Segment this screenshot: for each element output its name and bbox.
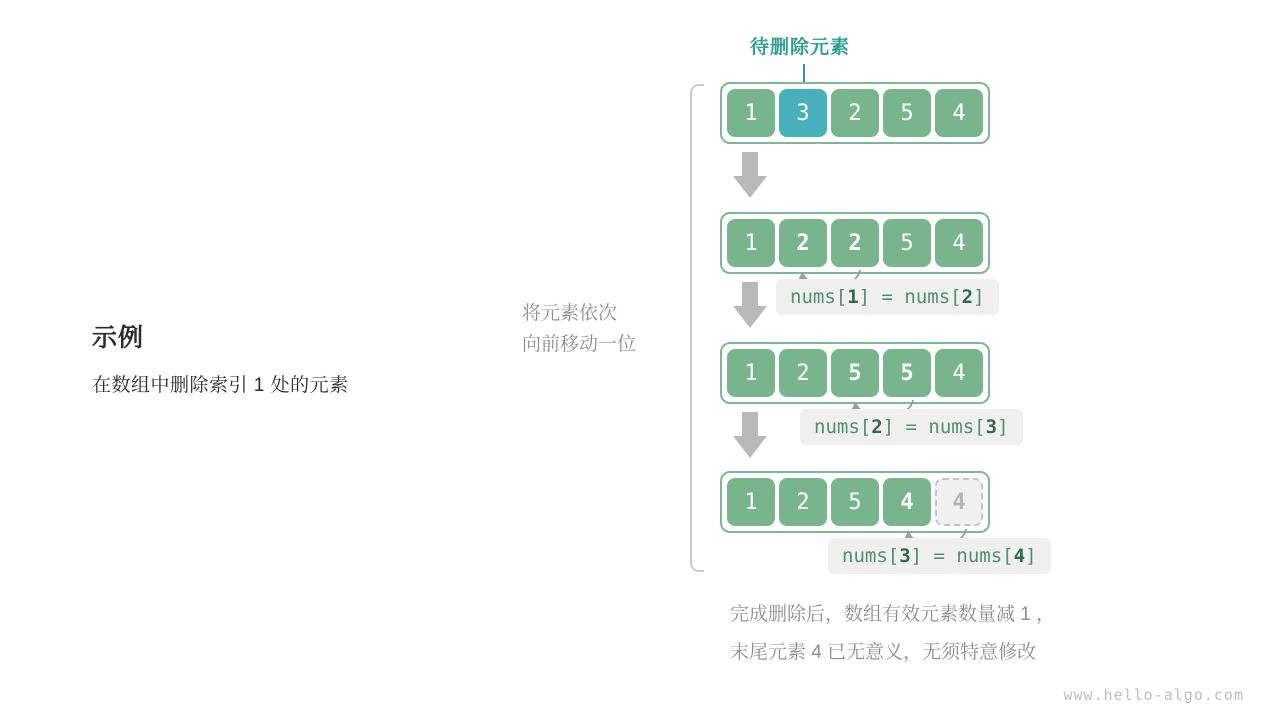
code-index-j: 2 [961, 286, 974, 308]
code-index-j: 4 [1013, 545, 1026, 567]
array-cell: 2 [779, 349, 827, 397]
result-note-line-1: 完成删除后，数组有效元素数量减 1 ， [730, 604, 1056, 625]
array-row-shift-2 [720, 342, 990, 404]
array-cell: 1 [727, 219, 775, 267]
group-bracket [690, 84, 704, 572]
watermark: www.hello-algo.com [1063, 686, 1244, 704]
down-arrow-icon [733, 412, 767, 458]
shift-description [522, 298, 682, 360]
result-note [730, 596, 1055, 672]
down-arrow-icon [733, 282, 767, 328]
example-subtitle: 在数组中删除索引 1 处的元素 [92, 375, 349, 396]
array-row-initial [720, 82, 990, 144]
array-cell: 5 [831, 349, 879, 397]
code-index-i: 2 [871, 416, 883, 438]
code-suffix: ] [997, 416, 1009, 438]
code-prefix: nums[ [790, 286, 848, 308]
array-row-shift-3 [720, 471, 990, 533]
code-index-j: 3 [985, 416, 998, 438]
code-suffix: ] [1025, 545, 1037, 567]
code-chip-1 [776, 279, 999, 315]
array-cell: 2 [779, 219, 827, 267]
array-cell-invalid: 4 [935, 478, 983, 526]
array-cell-highlighted: 3 [779, 89, 827, 137]
code-mid: ] = nums[ [882, 416, 986, 438]
code-prefix: nums[ [814, 416, 872, 438]
array-cell: 5 [883, 219, 931, 267]
array-cell: 5 [883, 349, 931, 397]
code-chip-3 [828, 538, 1051, 574]
array-cell: 1 [727, 89, 775, 137]
code-index-i: 1 [847, 286, 859, 308]
array-cell: 4 [935, 219, 983, 267]
code-mid: ] = nums[ [858, 286, 962, 308]
array-cell: 2 [831, 89, 879, 137]
down-arrow-icon [733, 152, 767, 198]
code-mid: ] = nums[ [910, 545, 1014, 567]
code-prefix: nums[ [842, 545, 900, 567]
array-cell: 4 [883, 478, 931, 526]
delete-target-label: 待删除元素 [749, 37, 850, 58]
array-cell: 4 [935, 89, 983, 137]
example-title: 示例 [92, 324, 145, 352]
shift-description-line-1: 将元素依次 [522, 303, 618, 324]
result-note-line-2: 末尾元素 4 已无意义，无须特意修改 [730, 642, 1037, 663]
code-index-i: 3 [899, 545, 911, 567]
array-cell: 2 [831, 219, 879, 267]
array-cell: 2 [779, 478, 827, 526]
array-cell: 5 [883, 89, 931, 137]
array-cell: 1 [727, 349, 775, 397]
array-cell: 4 [935, 349, 983, 397]
array-cell: 1 [727, 478, 775, 526]
shift-description-line-2: 向前移动一位 [522, 334, 637, 355]
code-suffix: ] [973, 286, 985, 308]
example-caption [92, 318, 472, 397]
array-cell: 5 [831, 478, 879, 526]
code-chip-2 [800, 409, 1023, 445]
array-row-shift-1 [720, 212, 990, 274]
